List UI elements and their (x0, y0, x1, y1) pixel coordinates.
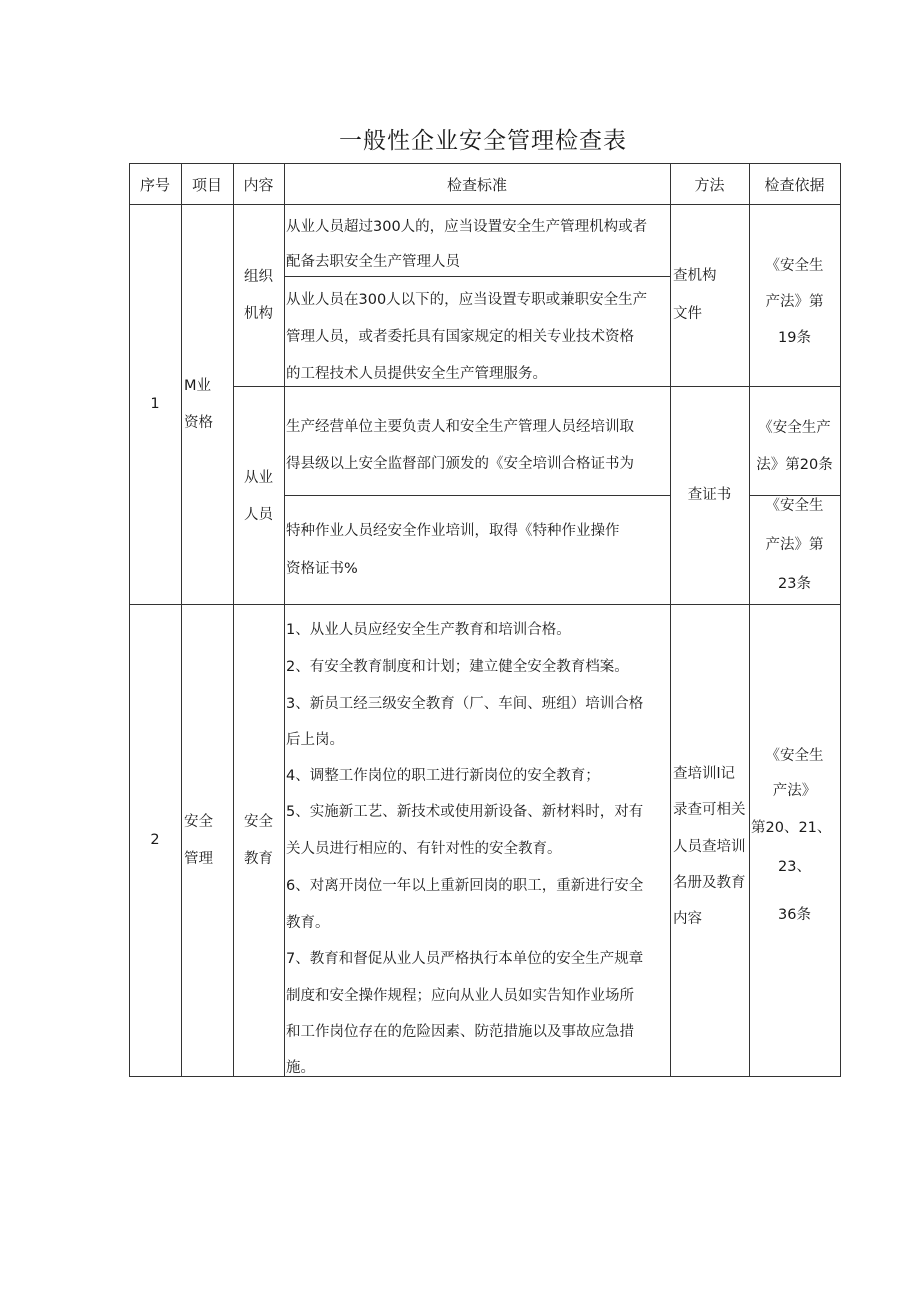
row2-std-line: 6、对离开岗位一年以上重新回岗的职工，重新进行安全 (286, 878, 644, 894)
row2-std-line: 教育。 (286, 915, 330, 931)
row2-method-line: 录查可相关 (673, 802, 746, 818)
header-standard: 检查标准 (446, 176, 507, 194)
row2-std-line: 3、新员工经三级安全教育（厂、车间、班组）培训合格 (286, 696, 644, 712)
row2-std-line: 5、实施新工艺、新技术或使用新设备、新材料时，对有 (286, 804, 644, 820)
row2-std-line: 和工作岗位存在的危险因素、防范措施以及事故应急措 (286, 1024, 634, 1040)
row2-basis-line1: 《安全生 (765, 748, 824, 764)
header-item: 项目 (191, 176, 222, 194)
row1-sub2-basis2-line1: 《安全生 (765, 498, 824, 514)
row1-sub2-basis2-line3: 23条 (778, 576, 811, 592)
row1-sub1-content-line2: 机构 (244, 306, 273, 322)
row2-basis-line4: 23、 (778, 859, 811, 875)
row2-basis-line5: 36条 (778, 907, 811, 923)
row2-item-line1: 安全 (184, 814, 213, 830)
row1-sub1-std1-line1: 从业人员超过300人的，应当设置安全生产管理机构或者 (286, 219, 648, 235)
row2-method-line: 查培训l记 (673, 766, 736, 782)
row1-sub1-basis-line3: 19条 (778, 330, 811, 346)
row1-sub2-content-line2: 人员 (244, 507, 273, 523)
row1-sub1-std1-line2: 配备去职安全生产管理人员 (286, 254, 460, 270)
row1-sub2-basis2-line2: 产法》第 (765, 537, 824, 553)
row1-sub2-std1-line1: 生产经营单位主要负责人和安全生产管理人员经培训取 (286, 419, 634, 435)
row1-sub2-std2-line1: 特种作业人员经安全作业培训，取得《特种作业操作 (286, 523, 620, 539)
row2-std-line: 2、有安全教育制度和计划；建立健全安全教育档案。 (286, 659, 629, 675)
row1-sub1-method-line2: 文件 (673, 306, 702, 322)
row2-content-line1: 安全 (244, 814, 273, 830)
row2-content-line2: 教育 (244, 851, 273, 867)
row2-std-line: 关人员进行相应的、有针对性的安全教育。 (286, 841, 562, 857)
row2-seq: 2 (150, 832, 160, 848)
row1-sub2-content-line1: 从业 (244, 470, 273, 486)
row1-item-line1: M业 (184, 378, 212, 394)
document-title: 一般性企业安全管理检查表 (339, 128, 627, 154)
row2-std-line: 7、教育和督促从业人员严格执行本单位的安全生产规章 (286, 951, 644, 967)
row1-sub1-basis-line1: 《安全生 (765, 258, 824, 274)
row2-std-line: 1、从业人员应经安全生产教育和培训合格。 (286, 622, 571, 638)
row2-std-line: 后上岗。 (286, 732, 344, 748)
row1-sub2-std2-line2: 资格证书% (286, 561, 358, 577)
row2-item-line2: 管理 (184, 851, 213, 867)
row1-sub1-std2-line1: 从业人员在300人以下的，应当设置专职或兼职安全生产 (286, 292, 648, 308)
row1-sub1-basis-line2: 产法》第 (765, 294, 824, 310)
row1-sub1-std2-line2: 管理人员，或者委托具有国家规定的相关专业技术资格 (286, 329, 634, 345)
header-method: 方法 (694, 176, 725, 194)
row1-sub1-content-line1: 组织 (244, 269, 273, 285)
header-basis: 检查依据 (764, 176, 825, 194)
row1-sub2-basis1-line1: 《安全生产 (758, 420, 831, 436)
row2-method-line: 人员查培训 (673, 839, 746, 855)
row1-sub2-basis1-line2: 法》第20条 (756, 457, 833, 473)
header-content: 内容 (243, 176, 274, 194)
row1-seq: 1 (150, 396, 160, 412)
row2-std-line: 施。 (286, 1060, 315, 1076)
row1-sub1-std2-line3: 的工程技术人员提供安全生产管理服务。 (286, 366, 547, 382)
row2-std-line: 制度和安全操作规程；应向从业人员如实告知作业场所 (286, 988, 634, 1004)
row1-sub2-std1-line2: 得县级以上安全监督部门颁发的《安全培训合格证书为 (286, 456, 634, 472)
row2-basis-line2: 产法》 (772, 783, 817, 799)
row1-sub1-method-line1: 查机构 (673, 268, 717, 284)
row2-method-line: 名册及教育 (673, 875, 746, 891)
header-seq: 序号 (139, 176, 170, 194)
row2-std-line: 4、调整工作岗位的职工进行新岗位的安全教育； (286, 768, 600, 784)
row2-method-line: 内容 (673, 911, 702, 927)
row1-sub2-method: 查证书 (687, 487, 732, 503)
row2-basis-line3: 第20、21、 (751, 820, 832, 836)
row1-item-line2: 资格 (184, 415, 213, 431)
